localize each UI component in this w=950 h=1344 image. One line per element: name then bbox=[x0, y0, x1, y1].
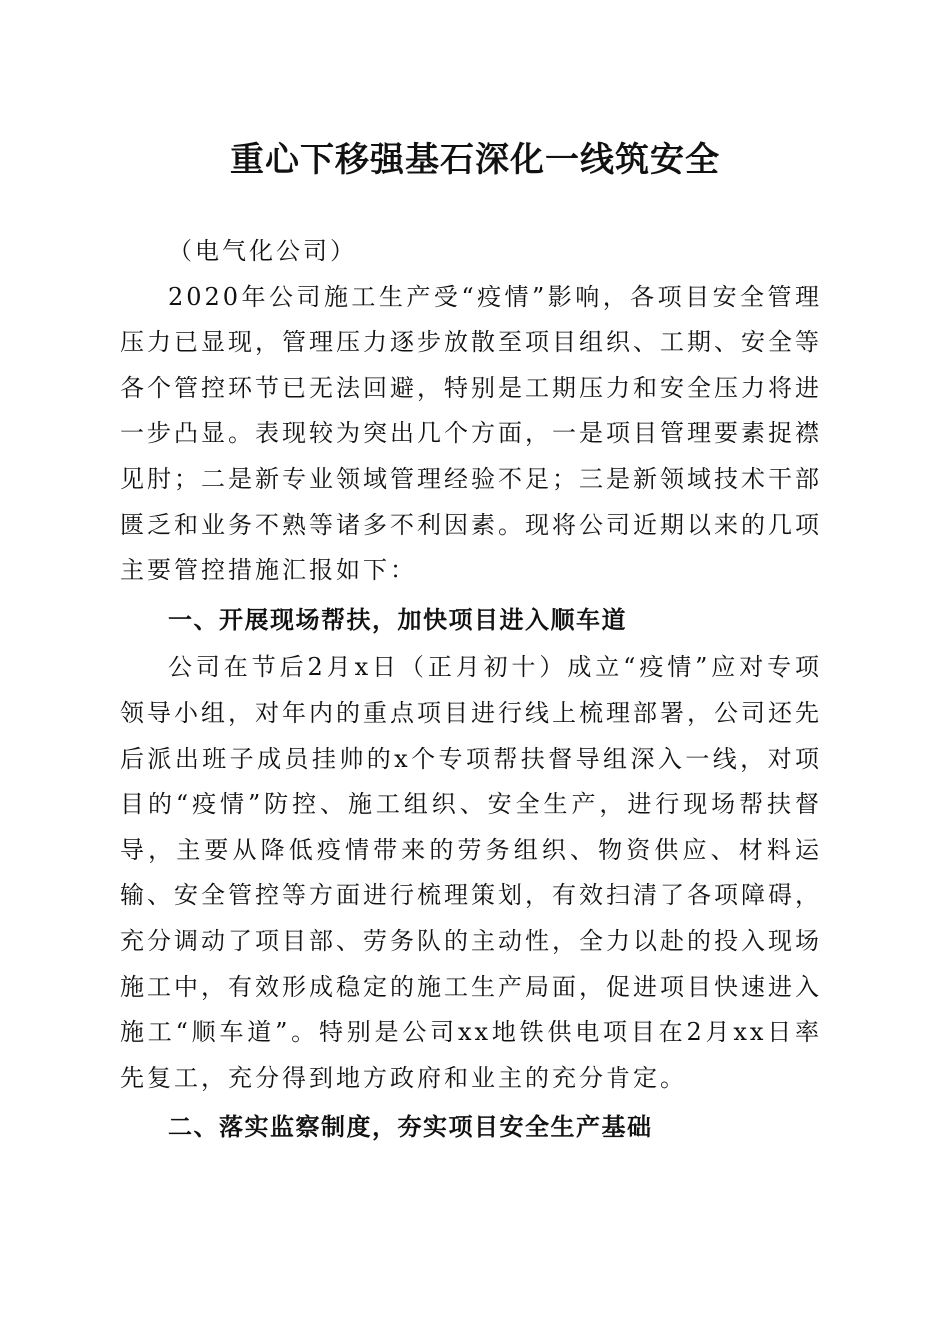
intro-paragraph: 2020年公司施工生产受“疫情”影响，各项目安全管理压力已显现，管理压力逐步放散至项目组织、工期、安全等各个管控环节已无法回避，特别是工期压力和安全压力将进一步凸显。表现较为突出几个方面，一是项目管理要素捉襟见肘；二是新专业领域管理经验不足；三是新领域技术干部匮乏和业务不熟等诸多不利因素。现将公司近期以来的几项主要管控措施汇报如下： bbox=[120, 282, 822, 585]
organization-line: （电气化公司） bbox=[168, 237, 357, 265]
document-body bbox=[120, 229, 822, 1151]
section-1-heading: 一、开展现场帮扶，加快项目进入顺车道 bbox=[168, 605, 627, 634]
document-title: 重心下移强基石深化一线筑安全 bbox=[230, 140, 720, 180]
section-2-heading: 二、落实监察制度，夯实项目安全生产基础 bbox=[168, 1113, 653, 1142]
section-1-paragraph: 公司在节后2月x日（正月初十）成立“疫情”应对专项领导小组，对年内的重点项目进行线上梳理部署，公司还先后派出班子成员挂帅的x个专项帮扶督导组深入一线，对项目的“疫情”防控、施工组织、安全生产，进行现场帮扶督导，主要从降低疫情带来的劳务组织、物资供应、材料运输、安全管控等方面进行梳理策划，有效扫清了各项障碍，充分调动了项目部、劳务队的主动性，全力以赴的投入现场施工中，有效形成稳定的施工生产局面，促进项目快速进入施工“顺车道”。特别是公司xx地铁供电项目在2月xx日率先复工，充分得到地方政府和业主的充分肯定。 bbox=[120, 653, 822, 1092]
